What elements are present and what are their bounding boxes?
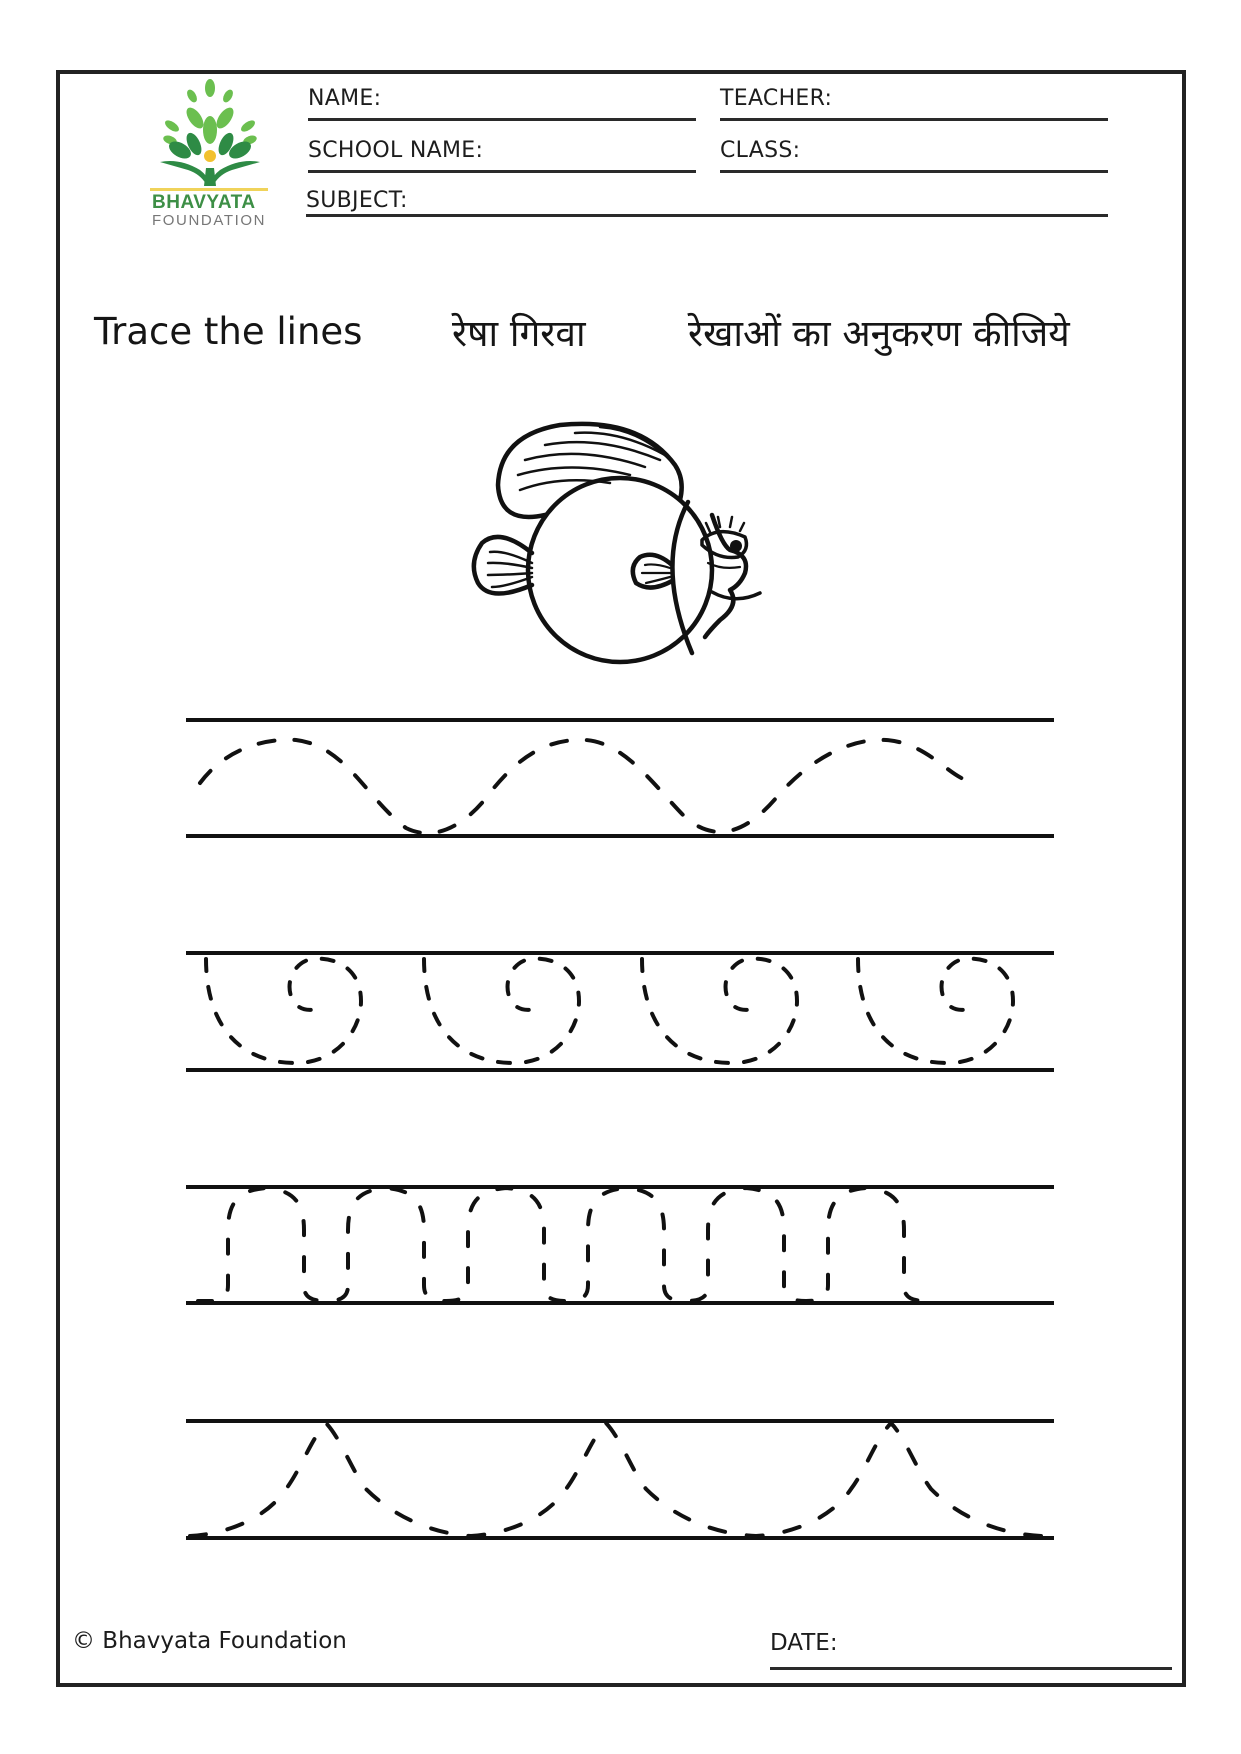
name-label: NAME: bbox=[308, 86, 382, 111]
teacher-label: TEACHER: bbox=[720, 86, 833, 111]
name-input-line[interactable] bbox=[308, 118, 696, 121]
teacher-input-line[interactable] bbox=[720, 118, 1108, 121]
instruction-english: Trace the lines bbox=[94, 310, 363, 353]
class-input-line[interactable] bbox=[720, 170, 1108, 173]
logo-bar bbox=[150, 188, 268, 191]
fish-illustration bbox=[460, 405, 780, 665]
dashed-spiral-path bbox=[186, 951, 1054, 1071]
subject-input-line[interactable] bbox=[306, 214, 1108, 217]
logo-name: BHAVYATA bbox=[152, 192, 256, 213]
class-label: CLASS: bbox=[720, 138, 801, 163]
dashed-arch-path bbox=[186, 1185, 1054, 1305]
dashed-peak-path bbox=[186, 1419, 1054, 1539]
tree-hands-icon bbox=[150, 78, 270, 186]
school-name-input-line[interactable] bbox=[308, 170, 696, 173]
school-name-label: SCHOOL NAME: bbox=[308, 138, 484, 163]
subject-label: SUBJECT: bbox=[306, 188, 408, 213]
dashed-wave-path bbox=[186, 718, 1054, 838]
date-input-line[interactable] bbox=[770, 1667, 1172, 1670]
date-label: DATE: bbox=[770, 1630, 838, 1656]
logo-subtitle: FOUNDATION bbox=[152, 212, 267, 229]
copyright-text: © Bhavyata Foundation bbox=[72, 1628, 347, 1654]
instruction-marathi: रेषा गिरवा bbox=[452, 312, 586, 355]
instruction-hindi: रेखाओं का अनुकरण कीजिये bbox=[688, 312, 1070, 355]
